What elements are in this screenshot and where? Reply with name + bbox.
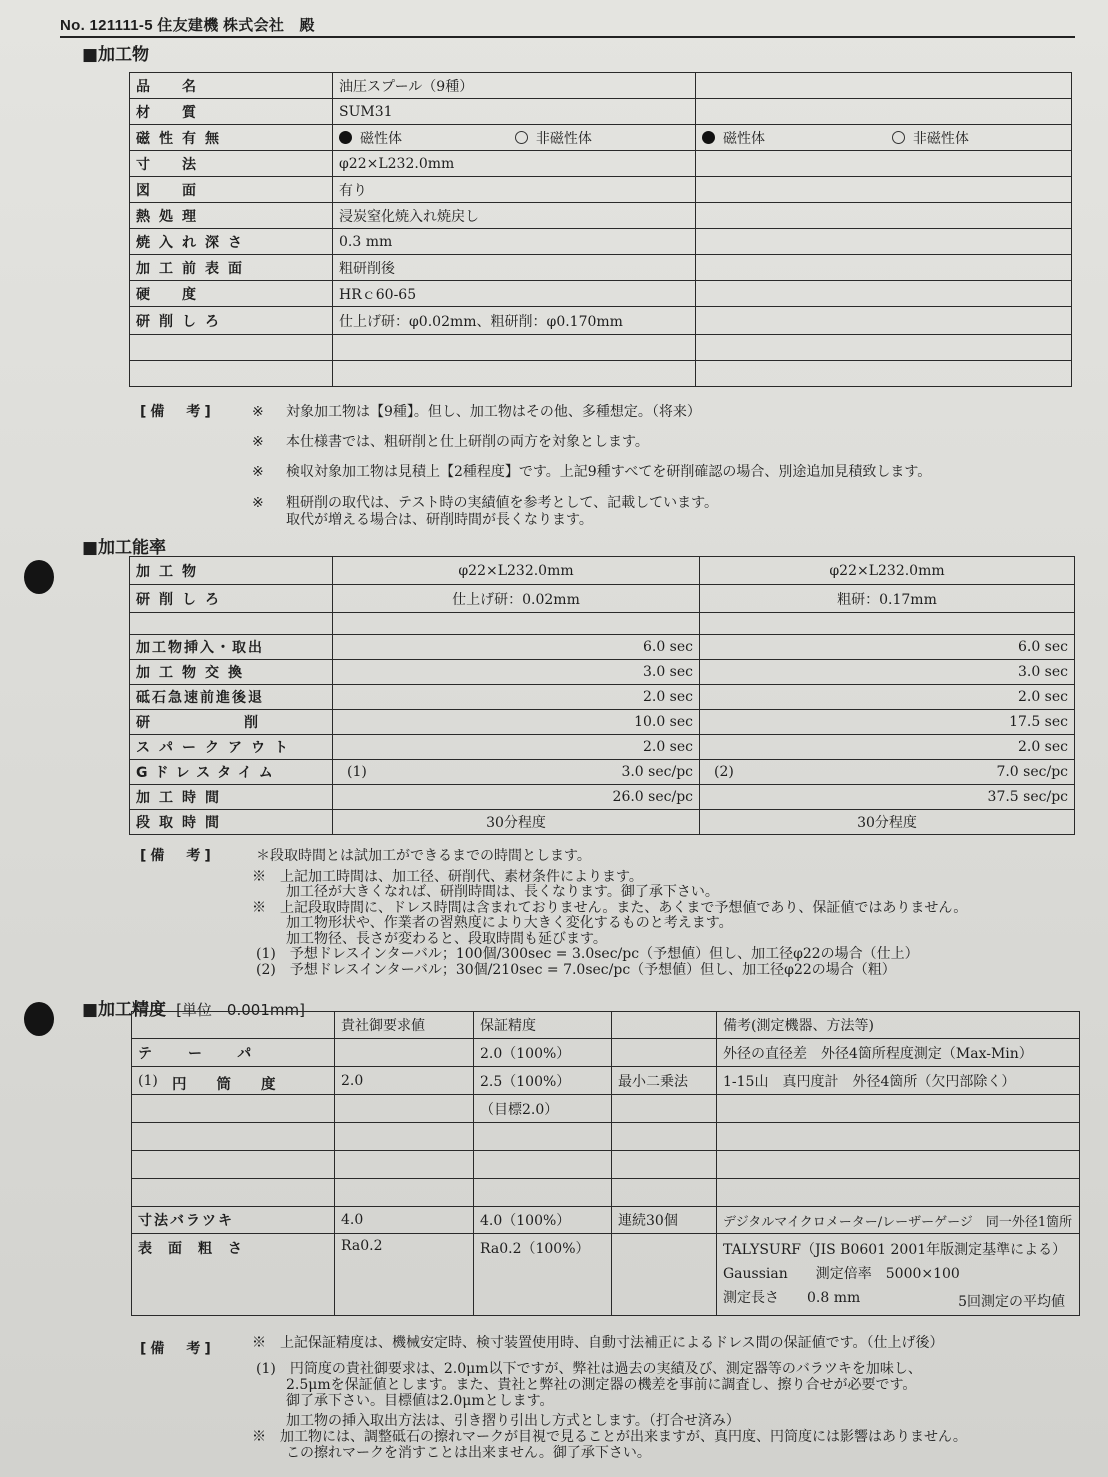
cell-value: 2.0 sec bbox=[700, 685, 1075, 710]
table-row bbox=[130, 785, 1075, 810]
row-label: 品 名 bbox=[130, 73, 333, 99]
note-line: ※ 上記段取時間に、ドレス時間は含まれておりません。また、あくまで予想値であり、保証値ではありません。 bbox=[252, 900, 968, 916]
note-ref: (2) bbox=[714, 764, 734, 780]
note-line: Gaussian 測定倍率 5000×100 bbox=[723, 1266, 960, 1282]
radio-empty-icon bbox=[892, 131, 905, 144]
table-row-empty bbox=[132, 1151, 1080, 1179]
row-label: 砥石急速前進後退 bbox=[130, 685, 333, 710]
table-row bbox=[132, 1039, 1080, 1067]
row-label: 研削しろ bbox=[130, 585, 333, 613]
cell-value bbox=[696, 99, 1072, 125]
cell-value bbox=[696, 151, 1072, 177]
row-label: 焼入れ深さ bbox=[130, 229, 333, 255]
cell-value: （目標2.0） bbox=[474, 1095, 612, 1123]
cell-value: 26.0 sec/pc bbox=[333, 785, 700, 810]
punch-hole bbox=[24, 1002, 54, 1036]
table-row bbox=[130, 660, 1075, 685]
table-row-empty bbox=[130, 361, 1072, 387]
note-line: 測定長さ 0.8 mm bbox=[723, 1290, 861, 1306]
cell-value: 3.0 sec bbox=[333, 660, 700, 685]
cell-value: 2.0 sec bbox=[333, 685, 700, 710]
note-ref: (1) bbox=[347, 764, 367, 780]
row-label-cell bbox=[132, 1067, 335, 1095]
remarks-label: [備 考] bbox=[140, 848, 215, 864]
cell-value bbox=[696, 203, 1072, 229]
note-line: ※ 加工物には、調整砥石の擦れマークが目視で見ることが出来ますが、真円度、円筒度には影響はありません。 bbox=[252, 1429, 967, 1445]
cell-value: 4.0（100%） bbox=[474, 1207, 612, 1234]
note-line: 取代が増える場合は、研削時間が長くなります。 bbox=[286, 512, 593, 528]
row-label: 硬 度 bbox=[130, 281, 333, 307]
remarks-label: [備 考] bbox=[140, 1341, 215, 1357]
cell-value: 粗研：0.17mm bbox=[700, 585, 1075, 613]
cell-value: 2.0 sec bbox=[333, 735, 700, 760]
cell-value: 37.5 sec/pc bbox=[700, 785, 1075, 810]
row-label: 研削しろ bbox=[130, 307, 333, 335]
cell-value: 連続30個 bbox=[612, 1207, 717, 1234]
cell-value: 2.0（100%） bbox=[474, 1039, 612, 1067]
note-line: 検収対象加工物は見積上【2種程度】です。上記9種すべてを研削確認の場合、別途追加見積致します。 bbox=[286, 464, 932, 480]
row-label: 加工物交換 bbox=[130, 660, 333, 685]
table-row bbox=[130, 710, 1075, 735]
table-row bbox=[130, 203, 1072, 229]
table-row bbox=[130, 177, 1072, 203]
note-line: 粗研削の取代は、テスト時の実績値を参考として、記載しています。 bbox=[286, 495, 719, 511]
unit-label: [単位 0.001mm] bbox=[176, 1001, 305, 1019]
cell-value: デジタルマイクロメーター/レーザーゲージ 同一外径1箇所 bbox=[717, 1207, 1080, 1234]
header-guaranteed: 保証精度 bbox=[474, 1012, 612, 1039]
row-label: 表面粗さ bbox=[132, 1234, 335, 1316]
cell-value: 最小二乗法 bbox=[612, 1067, 717, 1095]
row-label: 磁性有無 bbox=[130, 125, 333, 151]
cell-value: 有り bbox=[333, 177, 696, 203]
row-label: テーパ bbox=[132, 1039, 335, 1067]
row-label: 研 削 bbox=[130, 710, 333, 735]
document-number-header: No. 121111-5 住友建機 株式会社 殿 bbox=[60, 17, 315, 34]
note-line: 5回測定の平均値 bbox=[958, 1294, 1065, 1310]
cell-value: 3.0 sec bbox=[700, 660, 1075, 685]
note-line: 本仕様書では、粗研削と仕上研削の両方を対象とします。 bbox=[286, 434, 649, 450]
cell-value: 2.0 sec bbox=[700, 735, 1075, 760]
cell-value: φ22×L232.0mm bbox=[333, 151, 696, 177]
row-label: 材 質 bbox=[130, 99, 333, 125]
cell-value: 4.0 bbox=[335, 1207, 474, 1234]
table-row bbox=[130, 255, 1072, 281]
row-label: スパークアウト bbox=[130, 735, 333, 760]
capacity-table bbox=[129, 556, 1075, 835]
table-row bbox=[130, 557, 1075, 585]
cell-value: φ22×L232.0mm bbox=[700, 557, 1075, 585]
cell-value: 2.0 bbox=[335, 1067, 474, 1095]
table-row bbox=[130, 685, 1075, 710]
table-row bbox=[130, 810, 1075, 835]
table-row bbox=[130, 99, 1072, 125]
radio-empty-icon bbox=[515, 131, 528, 144]
note-line: (1) 円筒度の貴社御要求は、2.0μm以下ですが、弊社は過去の実績及び、測定器等のバラツキを加味し、 bbox=[256, 1361, 922, 1377]
cell-text: 7.0 sec/pc bbox=[996, 764, 1068, 780]
note-line: TALYSURF（JIS B0601 2001年版測定基準による） bbox=[723, 1242, 1067, 1258]
table-row-empty bbox=[132, 1123, 1080, 1151]
note-line: (2) 予想ドレスインターバル；30個/210sec = 7.0sec/pc（予想値）但し、加工径φ22の場合（粗） bbox=[256, 962, 896, 978]
cell-value: 10.0 sec bbox=[333, 710, 700, 735]
table-header-row bbox=[132, 1012, 1080, 1039]
cell-value: 6.0 sec bbox=[700, 635, 1075, 660]
cell-value: 外径の直径差 外径4箇所程度測定（Max-Min） bbox=[717, 1039, 1080, 1067]
row-label: 加工前表面 bbox=[130, 255, 333, 281]
note-line: 加工物径、長さが変わると、段取時間も延びます。 bbox=[286, 931, 607, 947]
cell-value bbox=[696, 281, 1072, 307]
note-mark: ※ bbox=[252, 404, 264, 420]
cell-value: 30分程度 bbox=[700, 810, 1075, 835]
cell-value: 仕上げ研：0.02mm bbox=[333, 585, 700, 613]
section-title-workpiece: ■加工物 bbox=[82, 45, 150, 65]
row-label: Gドレスタイム bbox=[130, 760, 333, 785]
cell-value bbox=[696, 307, 1072, 335]
row-label: 円筒度 bbox=[172, 1076, 306, 1093]
cell-value: 油圧スプール（9種） bbox=[333, 73, 696, 99]
magnetic-options-1 bbox=[333, 125, 696, 151]
cell-value bbox=[333, 760, 700, 785]
table-row bbox=[132, 1095, 1080, 1123]
cell-value: Ra0.2（100%） bbox=[474, 1234, 612, 1316]
note-line: 御了承下さい。目標値は2.0μmとします。 bbox=[286, 1393, 554, 1409]
option-magnetic: 磁性体 bbox=[360, 130, 402, 147]
cell-value: 粗研削後 bbox=[333, 255, 696, 281]
workpiece-table bbox=[129, 72, 1072, 387]
cell-value: 1-15山 真円度計 外径4箇所（欠円部除く） bbox=[717, 1067, 1080, 1095]
table-row-empty bbox=[130, 335, 1072, 361]
cell-value: 17.5 sec bbox=[700, 710, 1075, 735]
note-line: 加工物形状や、作業者の習熟度により大きく変化するものと考えます。 bbox=[286, 915, 733, 931]
option-non-magnetic: 非磁性体 bbox=[912, 130, 969, 147]
cell-value: 仕上げ研：φ0.02mm、粗研削：φ0.170mm bbox=[333, 307, 696, 335]
option-magnetic: 磁性体 bbox=[723, 130, 765, 147]
note-line: ※ 上記加工時間は、加工径、研削代、素材条件によります。 bbox=[252, 869, 643, 885]
section-title-capacity: ■加工能率 bbox=[82, 538, 167, 558]
accuracy-remarks bbox=[140, 1336, 1070, 1476]
cell-value: 0.3 mm bbox=[333, 229, 696, 255]
cell-value bbox=[696, 255, 1072, 281]
cell-value bbox=[696, 177, 1072, 203]
section-title-text: ■加工精度 bbox=[82, 1000, 167, 1020]
table-row bbox=[130, 229, 1072, 255]
row-label: 加工物 bbox=[130, 557, 333, 585]
note-line: 加工物の挿入取出方法は、引き摺り引出し方式とします。（打合せ済み） bbox=[286, 1413, 740, 1429]
note-line: (1) 予想ドレスインターバル；100個/300sec = 3.0sec/pc（予想値）但し、加工径φ22の場合（仕上） bbox=[256, 946, 919, 962]
table-row bbox=[132, 1067, 1080, 1095]
header-rule bbox=[60, 36, 1075, 38]
table-row bbox=[130, 760, 1075, 785]
table-row bbox=[130, 307, 1072, 335]
note-mark: ※ bbox=[252, 464, 264, 480]
row-label: 寸 法 bbox=[130, 151, 333, 177]
header-required: 貴社御要求値 bbox=[335, 1012, 474, 1039]
table-row-empty bbox=[132, 1179, 1080, 1207]
workpiece-remarks bbox=[140, 403, 1060, 533]
cell-value: 浸炭窒化焼入れ焼戻し bbox=[333, 203, 696, 229]
note-ref: (1) bbox=[138, 1072, 158, 1089]
row-label: 図 面 bbox=[130, 177, 333, 203]
cell-value: SUM31 bbox=[333, 99, 696, 125]
table-row bbox=[132, 1234, 1080, 1316]
cell-value: Ra0.2 bbox=[335, 1234, 474, 1316]
header-remarks: 備考(測定機器、方法等) bbox=[717, 1012, 1080, 1039]
table-row bbox=[130, 585, 1075, 613]
note-line: この擦れマークを消すことは出来ません。御了承下さい。 bbox=[286, 1445, 651, 1461]
cell-value: HRｃ60-65 bbox=[333, 281, 696, 307]
row-label: 寸法バラツキ bbox=[132, 1207, 335, 1234]
remarks-label: [備 考] bbox=[140, 404, 215, 420]
cell-value: φ22×L232.0mm bbox=[333, 557, 700, 585]
table-row bbox=[130, 735, 1075, 760]
cell-value bbox=[696, 73, 1072, 99]
option-non-magnetic: 非磁性体 bbox=[535, 130, 592, 147]
punch-hole bbox=[24, 560, 54, 594]
table-row bbox=[130, 125, 1072, 151]
note-mark: ※ bbox=[252, 434, 264, 450]
note-mark: ※ bbox=[252, 495, 264, 511]
cell-value bbox=[696, 229, 1072, 255]
accuracy-table bbox=[131, 1011, 1080, 1316]
table-row bbox=[130, 73, 1072, 99]
roughness-notes bbox=[717, 1234, 1080, 1316]
note-line: ＊段取時間とは試加工ができるまでの時間とします。 bbox=[256, 848, 591, 864]
note-line: ※ 上記保証精度は、機械安定時、検寸装置使用時、自動寸法補正によるドレス間の保証値です。（仕上げ後） bbox=[252, 1335, 944, 1351]
cell-value: 30分程度 bbox=[333, 810, 700, 835]
capacity-remarks bbox=[140, 849, 1060, 989]
magnetic-options-2 bbox=[696, 125, 1072, 151]
table-row bbox=[130, 635, 1075, 660]
note-line: 2.5μmを保証値とします。また、貴社と弊社の測定器の機差を事前に調査し、擦り合せが必要です。 bbox=[286, 1377, 917, 1393]
cell-value bbox=[700, 760, 1075, 785]
radio-filled-icon bbox=[339, 131, 352, 144]
table-row-empty bbox=[130, 613, 1075, 635]
table-row bbox=[130, 281, 1072, 307]
row-label: 段取時間 bbox=[130, 810, 333, 835]
cell-text: 3.0 sec/pc bbox=[621, 764, 693, 780]
note-line: 対象加工物は【9種】。但し、加工物はその他、多種想定。（将来） bbox=[286, 404, 701, 420]
note-line: 加工径が大きくなれば、研削時間は、長くなります。御了承下さい。 bbox=[286, 884, 719, 900]
cell-value: 6.0 sec bbox=[333, 635, 700, 660]
cell-value: 2.5（100%） bbox=[474, 1067, 612, 1095]
row-label: 加工物挿入・取出 bbox=[130, 635, 333, 660]
table-row bbox=[130, 151, 1072, 177]
table-row bbox=[132, 1207, 1080, 1234]
row-label: 熱処理 bbox=[130, 203, 333, 229]
row-label: 加工時間 bbox=[130, 785, 333, 810]
radio-filled-icon bbox=[702, 131, 715, 144]
